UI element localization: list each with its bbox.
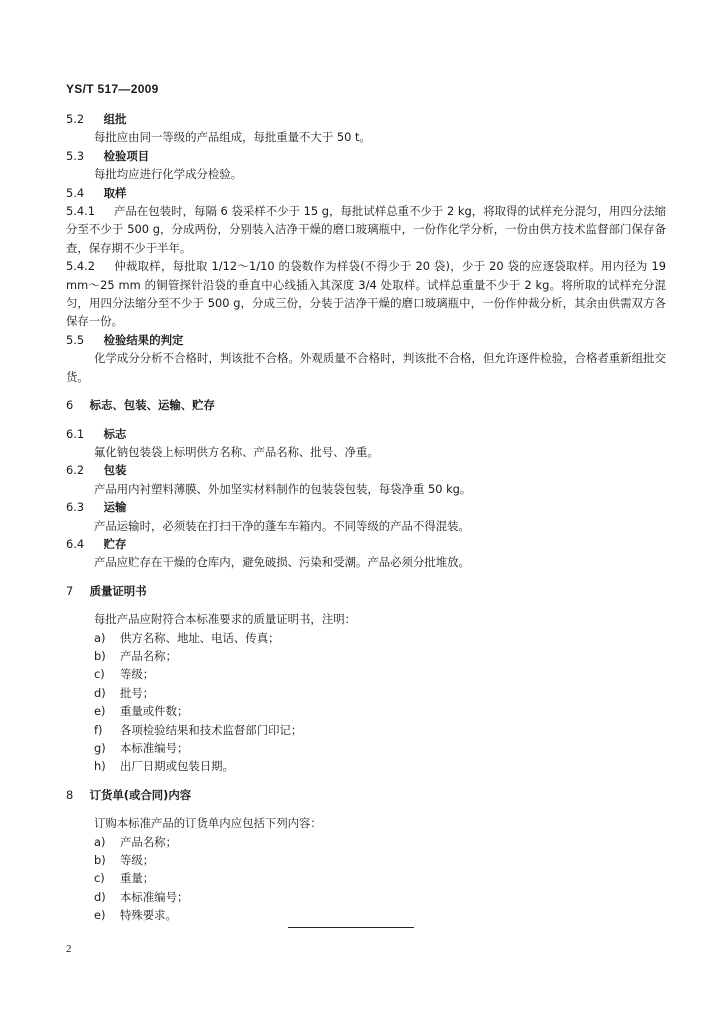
list-item — [66, 721, 666, 739]
clause-number: 5.4.2 — [66, 259, 95, 274]
list-item-label: a) — [94, 630, 106, 645]
end-of-document-rule — [288, 927, 414, 928]
heading-5-4 — [66, 184, 666, 202]
heading-5-5 — [66, 331, 666, 349]
heading-6-2 — [66, 461, 666, 479]
paragraph-8-intro: 订购本标准产品的订货单内应包括下列内容： — [94, 816, 322, 831]
list-item-label: c) — [94, 871, 105, 886]
list-item-text: 本标准编号； — [120, 741, 189, 755]
list-item-label: b) — [94, 648, 106, 663]
list-item-text: 特殊要求。 — [120, 908, 177, 923]
list-item-label: b) — [94, 853, 106, 868]
page-number: 2 — [66, 943, 72, 955]
list-item-text: 重量； — [120, 871, 155, 886]
list-item — [66, 739, 666, 757]
clause-title: 取样 — [103, 185, 127, 200]
chapter-title: 标志、包装、运输、贮存 — [89, 398, 215, 413]
list-item-label: h) — [94, 759, 106, 774]
chapter-number: 6 — [66, 398, 74, 413]
list-7 — [66, 629, 666, 776]
list-item-text: 重量或件数； — [120, 704, 189, 719]
clause-number: 5.4 — [66, 185, 85, 200]
list-item — [66, 869, 666, 887]
clause-number: 6.1 — [66, 426, 85, 441]
clause-number: 6.4 — [66, 536, 85, 551]
page-content — [66, 110, 666, 925]
list-item-text: 各项检验结果和技术监督部门印记； — [120, 722, 303, 737]
paragraph-5-4-1 — [66, 202, 666, 257]
list-item-text: 产品名称； — [120, 834, 177, 849]
standard-code: YS/T 517—2009 — [66, 82, 159, 96]
list-item-text: 批号； — [120, 685, 155, 700]
list-item — [66, 888, 666, 906]
list-item — [66, 851, 666, 869]
clause-number: 6.3 — [66, 500, 85, 515]
heading-6-3 — [66, 498, 666, 516]
clause-text: 仲裁取样，每批取 1/12～1/10 的袋数作为样袋(不得少于 20 袋)，少于 20 袋的应逐袋取样。用内径为 19 mm～25 mm 的铜管探针沿袋的垂直中心线插入其深度 3/4 处取样。试样总重量不少于 2 kg。将所取的试样充分混匀，用四分法缩分至不少于 500 g，分成三份，分装于洁净干燥的磨口玻璃瓶中，一份作仲裁分析，其余由供需双方各保存一份。 — [66, 259, 666, 329]
heading-5-2 — [66, 110, 666, 128]
list-item-label: e) — [94, 704, 106, 719]
clause-title: 包装 — [103, 463, 127, 478]
paragraph-6-2: 产品用内衬塑料薄膜、外加坚实材料制作的包装袋包装，每袋净重 50 kg。 — [94, 481, 472, 496]
list-item-text: 供方名称、地址、电话、传真； — [120, 630, 280, 645]
heading-5-3 — [66, 147, 666, 165]
list-item — [66, 702, 666, 720]
list-item-label: c) — [94, 667, 105, 682]
list-item-label: e) — [94, 908, 106, 923]
clause-number: 5.3 — [66, 148, 85, 163]
list-item-text: 等级； — [120, 853, 155, 868]
clause-title: 标志 — [103, 426, 127, 441]
clause-title: 运输 — [103, 500, 127, 515]
clause-title: 检验项目 — [103, 148, 150, 163]
paragraph-6-4: 产品应贮存在干燥的仓库内，避免破损、污染和受潮。产品必须分批堆放。 — [94, 555, 470, 570]
list-item-text: 本标准编号； — [120, 889, 189, 904]
list-item — [66, 647, 666, 665]
list-item — [66, 629, 666, 647]
list-item-label: d) — [94, 685, 106, 700]
clause-number: 6.2 — [66, 463, 85, 478]
heading-8 — [66, 786, 666, 804]
chapter-number: 8 — [66, 787, 74, 802]
list-item — [66, 684, 666, 702]
clause-title: 组批 — [103, 112, 127, 126]
paragraph-5-2: 每批应由同一等级的产品组成，每批重量不大于 50 t。 — [94, 130, 371, 145]
heading-6-1 — [66, 425, 666, 443]
clause-text: 产品在包装时，每隔 6 袋采样不少于 15 g，每批试样总重不少于 2 kg，将取得的试样充分混匀，用四分法缩分至不少于 500 g，分成两份，分别装入洁净干燥的磨口玻璃瓶中，一份作化学分析，一份由供方技术监督部门保存备查，保存期不少于半年。 — [66, 204, 666, 255]
chapter-title: 订货单(或合同)内容 — [89, 787, 192, 802]
list-item-label: g) — [94, 741, 106, 755]
paragraph-5-4-2 — [66, 257, 666, 331]
clause-number: 5.4.1 — [66, 204, 95, 219]
clause-number: 5.2 — [66, 112, 85, 126]
list-item-text: 等级； — [120, 667, 155, 682]
clause-title: 贮存 — [103, 536, 127, 551]
list-8 — [66, 833, 666, 925]
list-item-text: 产品名称； — [120, 648, 177, 663]
clause-number: 5.5 — [66, 332, 85, 347]
paragraph-6-1: 氟化钠包装袋上标明供方名称、产品名称、批号、净重。 — [94, 444, 379, 459]
heading-6 — [66, 396, 666, 414]
paragraph-6-3: 产品运输时，必须装在打扫干净的蓬车车箱内。不同等级的产品不得混装。 — [94, 518, 470, 533]
clause-title: 检验结果的判定 — [103, 332, 184, 347]
list-item-text: 出厂日期或包装日期。 — [120, 759, 234, 774]
heading-6-4 — [66, 535, 666, 553]
list-item-label: f) — [94, 722, 103, 737]
paragraph-5-3: 每批均应进行化学成分检验。 — [94, 167, 243, 182]
list-item-label: d) — [94, 889, 106, 904]
chapter-title: 质量证明书 — [89, 583, 147, 598]
list-item — [66, 757, 666, 775]
chapter-number: 7 — [66, 583, 74, 598]
list-item — [66, 665, 666, 683]
paragraph-5-5: 化学成分分析不合格时，判该批不合格。外观质量不合格时，判该批不合格，但允许逐件检验，合格者重新组批交货。 — [66, 351, 666, 384]
list-item-label: a) — [94, 834, 106, 849]
list-item — [66, 906, 666, 924]
paragraph-7-intro: 每批产品应附符合本标准要求的质量证明书，注明： — [94, 612, 356, 627]
heading-7 — [66, 582, 666, 600]
list-item — [66, 833, 666, 851]
